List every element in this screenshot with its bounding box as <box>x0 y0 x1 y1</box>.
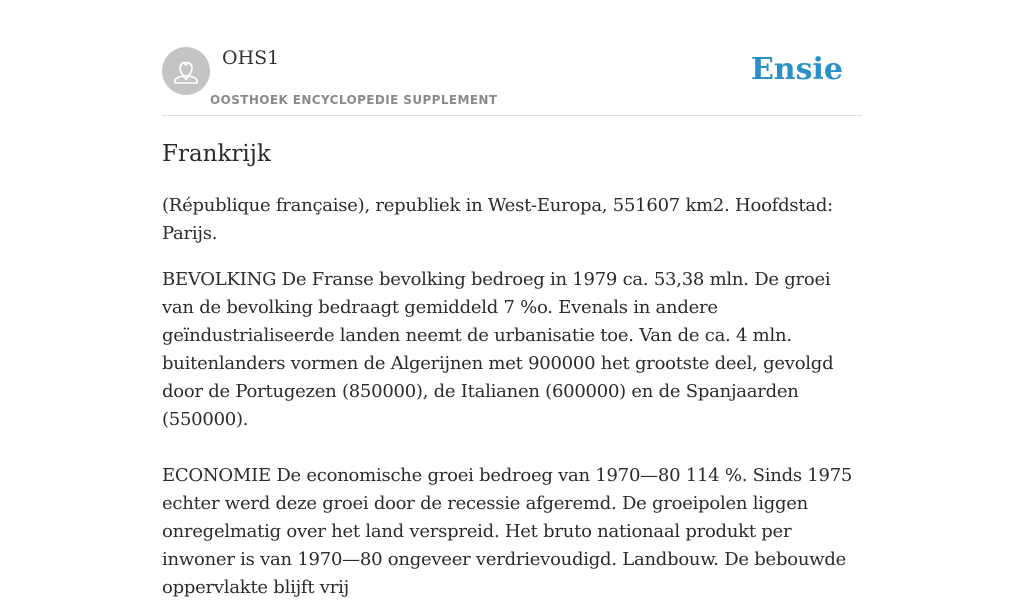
source-name: OOSTHOEK ENCYCLOPEDIE SUPPLEMENT <box>210 93 498 107</box>
user-icon <box>162 47 210 95</box>
source-code-link[interactable]: OHS1 <box>222 47 280 69</box>
article-paragraph-economie: ECONOMIE De economische groei bedroeg van 1970—80 114 %. Sinds 1975 echter werd deze groei door de recessie afgeremd. De groeipolen liggen onregelmatig over het land verspreid. Het bruto nationaal produkt per inwoner is van 1970—80 ongeveer verdrievoudigd. Landbouw. De bebouwde oppervlakte blijft vrij <box>162 465 853 598</box>
source-header <box>162 46 862 116</box>
article-title: Frankrijk <box>162 141 271 167</box>
article-lead: (République française), republiek in West-Europa, 551607 km2. Hoofdstad: Parijs. <box>162 195 833 244</box>
ensie-logo-link[interactable]: Ensie <box>750 52 843 87</box>
article-paragraph-bevolking: BEVOLKING De Franse bevolking bedroeg in 1979 ca. 53,38 mln. De groei van de bevolking bedraagt gemiddeld 7 %o. Evenals in andere geïndustrialiseerde landen neemt de urbanisatie toe. Van de ca. 4 mln. buitenlanders vormen de Algerijnen met 900000 het grootste deel, gevolgd door de Portugezen (850000), de Italianen (600000) en de Spanjaarden (550000). <box>162 269 834 430</box>
article <box>162 138 864 602</box>
source-avatar[interactable] <box>162 47 210 95</box>
